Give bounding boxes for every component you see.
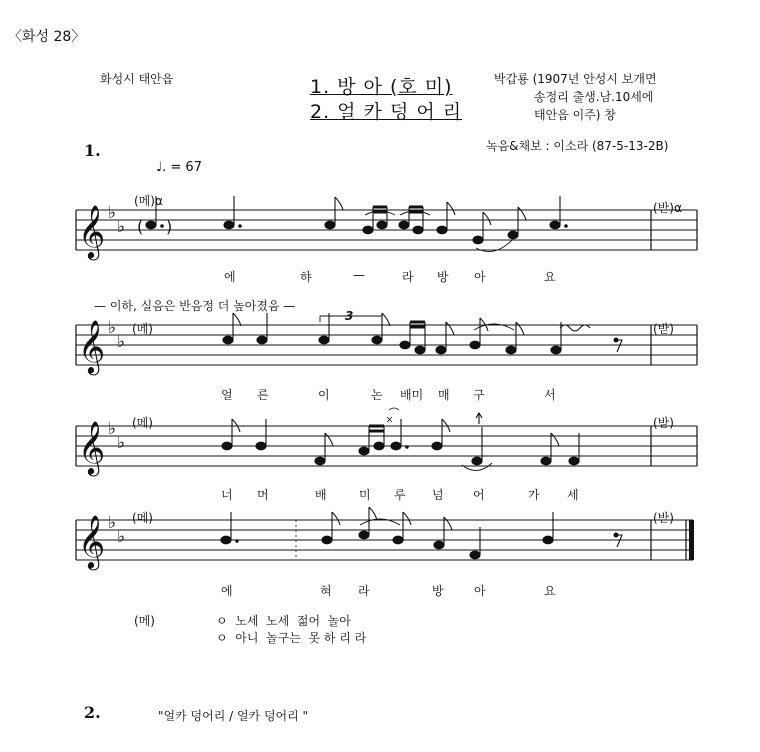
lyric-syllable: 에 bbox=[221, 584, 233, 598]
lyric-syllable: 너 bbox=[221, 488, 233, 502]
recording-info: 녹음&채보 : 이소라 (87-5-13-2B) bbox=[486, 139, 669, 153]
section-1-number: 1. bbox=[84, 141, 101, 160]
svg-text:♭: ♭ bbox=[108, 513, 117, 533]
svg-text:𝄞: 𝄞 bbox=[78, 514, 106, 568]
staff-2-end-label: (받) bbox=[653, 322, 674, 336]
lyric-syllable: 배미 bbox=[400, 388, 424, 402]
svg-text:𝄞: 𝄞 bbox=[78, 420, 106, 474]
lyric-syllable: 배 bbox=[315, 488, 327, 502]
verse-line-2: ㅇ 아니 놀구는 못 하 리 라 bbox=[216, 631, 367, 645]
lyric-syllable: 방 bbox=[432, 584, 444, 598]
lyric-syllable: 넘 bbox=[432, 488, 444, 502]
verse-line-1: ㅇ 노세 노세 젊어 놀아 bbox=[216, 614, 351, 628]
lyric-syllable: 아 bbox=[474, 584, 486, 598]
lyric-syllable: 어 bbox=[473, 488, 485, 502]
svg-text:♭: ♭ bbox=[117, 332, 126, 352]
key-signatures bbox=[108, 203, 125, 547]
song-title-2: 2. 얼 카 덩 어 리 bbox=[310, 101, 463, 123]
triplet-number: 3 bbox=[345, 309, 354, 323]
lyric-syllable: 요 bbox=[544, 584, 556, 598]
section-2-number: 2. bbox=[84, 703, 101, 722]
staff-1-notes bbox=[137, 196, 567, 252]
lyric-syllable: 라 bbox=[402, 270, 414, 284]
singer-info-line2: 송정리 출생.남.10세에 bbox=[534, 90, 654, 104]
singer-info-line3: 태안읍 이주) 창 bbox=[534, 108, 616, 122]
lyric-syllable: — bbox=[353, 268, 365, 282]
svg-text:♭: ♭ bbox=[117, 527, 126, 547]
staff-lines bbox=[76, 210, 697, 560]
location-label: 화성시 태안읍 bbox=[100, 72, 174, 86]
lyric-syllable: 아 bbox=[474, 270, 486, 284]
lyric-syllable: 매 bbox=[438, 388, 450, 402]
lyric-syllable: 루 bbox=[394, 488, 406, 502]
lyric-syllable: 구 bbox=[473, 388, 485, 402]
svg-text:♭: ♭ bbox=[108, 419, 117, 439]
staff-4-lead-label: (메) bbox=[132, 511, 153, 525]
svg-text:♭: ♭ bbox=[117, 433, 126, 453]
lyric-syllable: 혀 bbox=[320, 584, 332, 598]
lyric-syllable: 른 bbox=[257, 388, 269, 402]
lyric-syllable: 이 bbox=[318, 388, 330, 402]
lyric-syllable: 햐 bbox=[300, 270, 312, 284]
verse-label: (메) bbox=[134, 614, 155, 628]
staff-3-notes bbox=[222, 408, 579, 471]
tempo-marking: ♩. = 67 bbox=[156, 160, 202, 175]
lyric-syllable: 머 bbox=[257, 488, 269, 502]
lyric-syllable: 미 bbox=[359, 488, 371, 502]
staff-4-end-label: (받) bbox=[653, 511, 674, 525]
svg-text:♭: ♭ bbox=[108, 203, 117, 223]
lyric-syllable: 라 bbox=[358, 584, 370, 598]
svg-text:♭: ♭ bbox=[117, 217, 126, 237]
staff-3-end-label: (받) bbox=[653, 416, 674, 430]
lyric-syllable: 서 bbox=[544, 388, 556, 402]
final-barline bbox=[689, 520, 694, 560]
barlines bbox=[76, 210, 697, 560]
svg-text:𝄞: 𝄞 bbox=[78, 204, 106, 258]
lyric-syllable: 얼 bbox=[221, 388, 233, 402]
staff-4-notes bbox=[221, 507, 622, 560]
pitch-note: — 이하, 실음은 반음정 더 높아졌음 — bbox=[94, 299, 296, 313]
staff-3-lead-label: (메) bbox=[132, 416, 153, 430]
staff-1-end-label: (받)α bbox=[653, 201, 682, 215]
clefs bbox=[78, 204, 105, 570]
lyric-syllable: 가 bbox=[528, 488, 540, 502]
singer-info-line1: 박갑룡 (1907년 안성시 보개면 bbox=[494, 72, 657, 86]
lyric-syllable: 세 bbox=[567, 488, 579, 502]
lyric-syllable: 방 bbox=[437, 270, 449, 284]
svg-text:): ) bbox=[166, 217, 173, 236]
series-label: 〈화성 28〉 bbox=[8, 29, 86, 45]
svg-text:♭: ♭ bbox=[108, 318, 117, 338]
lyric-syllable: 요 bbox=[544, 270, 556, 284]
song-title-1: 1. 방 아 (호 미) bbox=[310, 76, 453, 98]
section-2-text: "얼카 덩어리 / 얼카 덩어리 " bbox=[158, 709, 309, 723]
staff-1-lead-label: (메)α bbox=[134, 194, 163, 208]
lyric-syllable: 에 bbox=[224, 270, 236, 284]
staff-2-lead-label: (메) bbox=[132, 322, 153, 336]
staff-2-notes bbox=[223, 313, 622, 354]
lyric-syllable: 논 bbox=[371, 388, 383, 402]
svg-text:𝄞: 𝄞 bbox=[78, 319, 106, 373]
svg-text:(: ( bbox=[137, 217, 144, 236]
